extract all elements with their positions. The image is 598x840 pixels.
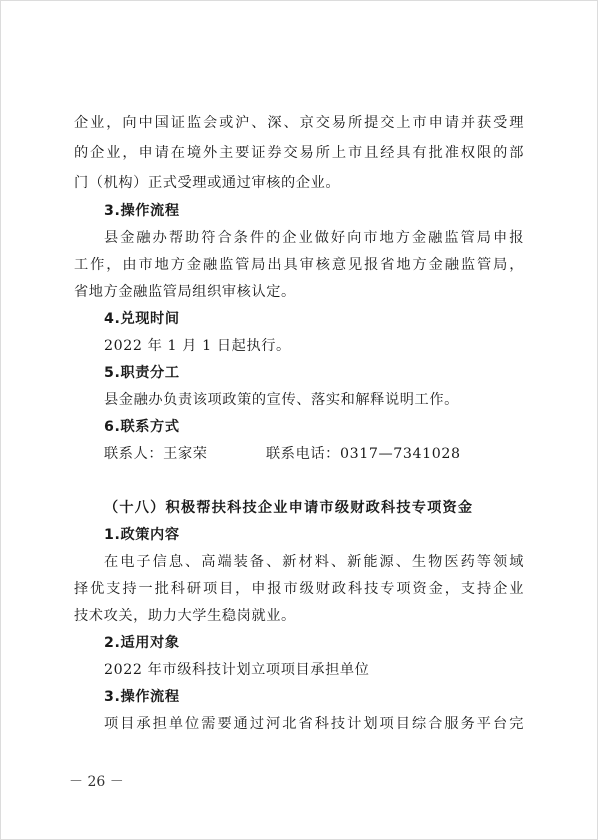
paragraph-line: 项目承担单位需要通过河北省科技计划项目综合服务平台完 [104,716,524,732]
paragraph-line: 企业，向中国证监会或沪、深、京交易所提交上市申请并获受理 [74,115,524,131]
contact-person: 联系人：王家荣 [104,446,208,462]
paragraph-line: 择优支持一批科研项目，申报市级财政科技专项资金，支持企业 [74,581,524,597]
paragraph-line: 门（机构）正式受理或通过审核的企业。 [74,175,341,191]
subheading-contact: 6.联系方式 [104,419,180,435]
subheading-operation-process-2: 3.操作流程 [104,689,180,705]
page-number: － 26 － [69,774,124,790]
subheading-policy-content: 1.政策内容 [104,527,180,543]
paragraph-line: 2022 年市级科技计划立项项目承担单位 [104,662,370,678]
paragraph-line: 县金融办负责该项政策的宣传、落实和解释说明工作。 [104,392,459,408]
paragraph-line: 县金融办帮助符合条件的企业做好向市地方金融监管局申报 [104,230,524,246]
section-title: （十八）积极帮扶科技企业申请市级财政科技专项资金 [104,500,474,516]
paragraph-line: 工作，由市地方金融监管局出具审核意见报省地方金融监管局， [74,257,524,273]
paragraph-line: 的企业，申请在境外主要证券交易所上市且经具有批准权限的部 [74,145,524,161]
subheading-redemption-time: 4.兑现时间 [104,311,180,327]
subheading-applicable-target: 2.适用对象 [104,635,180,651]
subheading-responsibility: 5.职责分工 [104,365,180,381]
paragraph-line: 省地方金融监管局组织审核认定。 [74,284,296,300]
subheading-operation-process: 3.操作流程 [104,203,180,219]
paragraph-line: 2022 年 1 月 1 日起执行。 [104,338,291,354]
paragraph-line: 在电子信息、高端装备、新材料、新能源、生物医药等领域 [104,554,524,570]
contact-phone: 联系电话：0317—7341028 [266,446,461,462]
paragraph-line: 技术攻关，助力大学生稳岗就业。 [74,608,296,624]
